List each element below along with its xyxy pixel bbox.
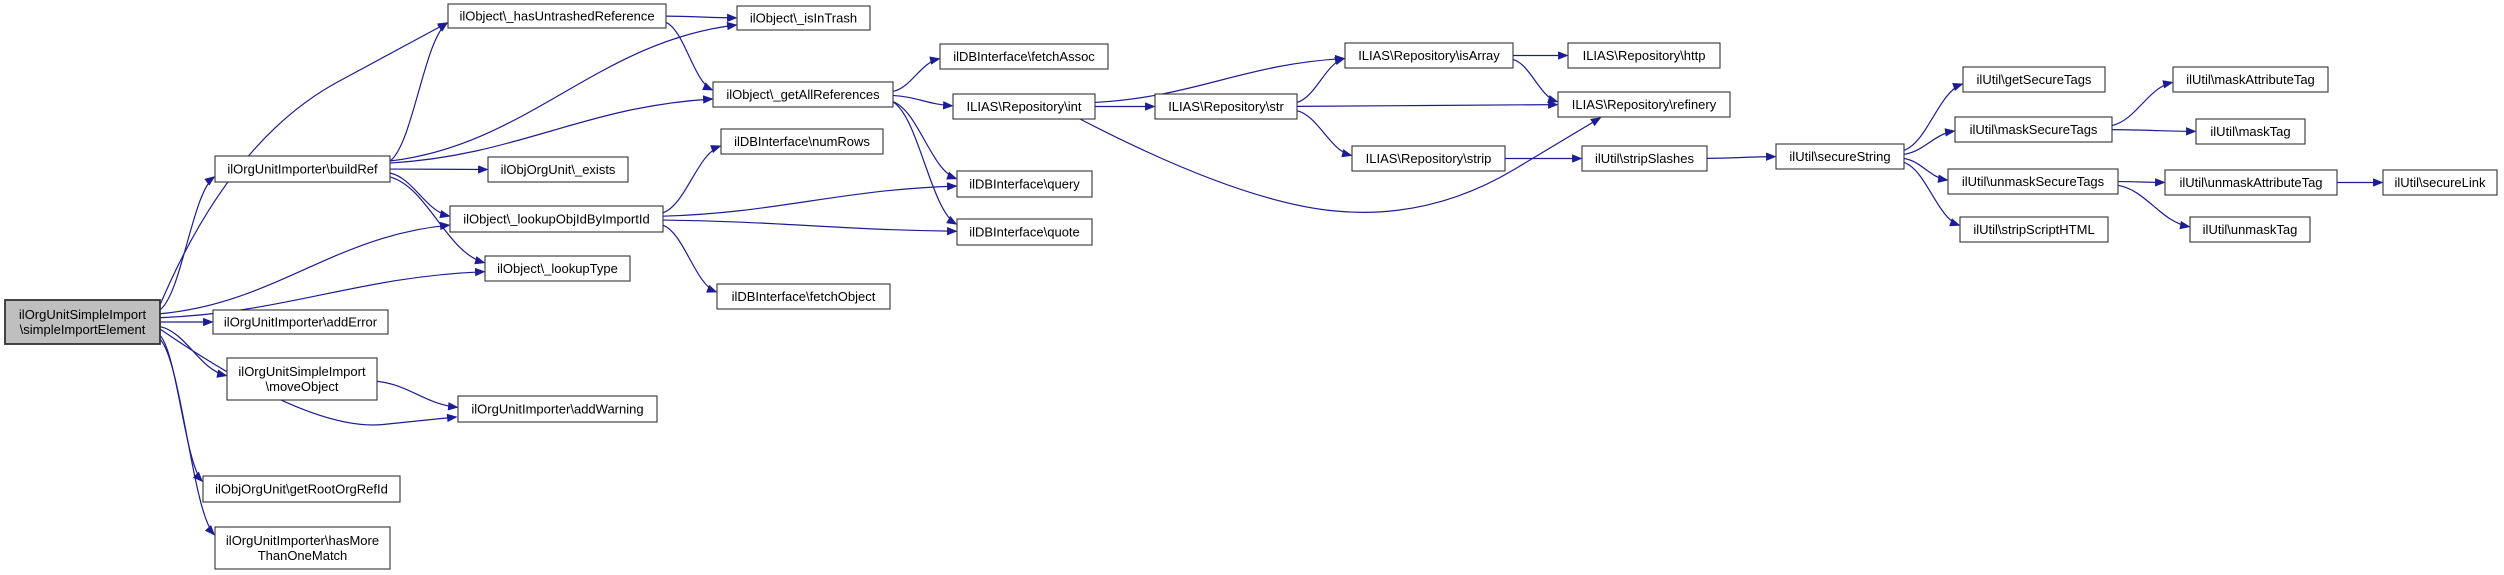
node-label: ilDBInterface\query [969,176,1080,192]
node-label: ilDBInterface\fetchAssoc [953,49,1095,64]
edge-maskSecureTags-to-maskAttributeTag [2112,83,2172,126]
node-strip[interactable] [1352,146,1505,171]
node-isArray[interactable] [1345,43,1513,68]
node-label: ilDBInterface\numRows [734,134,870,149]
edge-repoInt-to-refinery [1080,118,1600,212]
edge-lookupObjIdByImportId-to-query [663,186,956,216]
node-numRows[interactable] [721,129,883,154]
edge-getAllReferences-to-repoInt [893,95,952,105]
node-http[interactable] [1568,43,1720,68]
node-query[interactable] [957,171,1092,197]
edge-moveObject-to-addWarning [377,381,457,407]
node-label: ilUtil\maskTag [2210,124,2291,139]
node-label: ilOrgUnitSimpleImport \simpleImportElement [18,307,147,337]
node-label: ilUtil\secureLink [2394,175,2486,190]
node-label: ILIAS\Repository\strip [1365,151,1492,166]
node-label: ilUtil\secureString [1789,149,1891,164]
node-label: ilObjOrgUnit\_exists [500,162,616,177]
edge-repoStr-to-strip [1297,111,1351,156]
node-label: ilUtil\stripScriptHTML [1973,222,2095,237]
node-stripScriptHTML[interactable] [1960,217,2108,242]
node-label: ilDBInterface\fetchObject [731,289,876,304]
node-label: ilObject\_isInTrash [749,10,858,26]
node-getSecureTags[interactable] [1963,67,2105,92]
node-repoInt[interactable] [953,94,1095,119]
node-fetchAssoc[interactable] [940,44,1108,69]
node-isInTrash[interactable] [737,6,870,30]
node-label: ilUtil\stripSlashes [1595,151,1694,166]
node-label: ILIAS\Repository\http [1582,48,1706,63]
edge-secureString-to-unmaskSecureTags [1904,159,1947,181]
node-getAllReferences[interactable] [713,82,893,107]
node-label: ilOrgUnitImporter\addError [223,314,378,330]
node-maskSecureTags[interactable] [1955,117,2112,142]
node-label: ILIAS\Repository\int [966,99,1082,114]
edge-root-to-hasMoreThanOneMatch [160,339,214,534]
edge-root-to-buildRef [160,177,214,310]
edge-getAllReferences-to-quote [893,102,956,224]
node-label: ilUtil\maskAttributeTag [2186,72,2315,87]
node-maskTag[interactable] [2196,119,2305,144]
node-fetchObject[interactable] [717,284,890,309]
node-label: ilObject\_lookupObjIdByImportId [463,211,650,227]
edge-repoStr-to-refinery [1297,105,1557,107]
node-secureLink[interactable] [2383,170,2497,195]
node-maskAttributeTag[interactable] [2173,67,2328,92]
node-label: ilObject\_getAllReferences [726,87,880,102]
node-getRootOrgRefId[interactable] [203,476,400,502]
edge-buildRef-to-hasUntrashedReference [390,23,447,161]
edge-getAllReferences-to-query [893,102,956,179]
edge-buildRef-to-getAllReferences [390,99,712,163]
nodes-layer [5,4,2497,569]
edge-buildRef-to-lookupObjIdByImportId [390,173,449,216]
node-unmaskTag[interactable] [2190,217,2310,242]
node-root [5,300,160,344]
edge-hasUntrashedReference-to-isInTrash [666,16,736,18]
node-lookupType[interactable] [485,256,630,281]
node-refinery[interactable] [1558,92,1730,117]
node-label: ILIAS\Repository\str [1168,99,1284,114]
node-buildRef[interactable] [215,156,390,182]
node-stripSlashes[interactable] [1582,146,1707,171]
edge-lookupObjIdByImportId-to-quote [663,220,956,231]
node-addError[interactable] [213,310,388,334]
edge-root-to-lookupObjIdByImportId [160,225,449,314]
edge-lookupObjIdByImportId-to-numRows [663,146,720,213]
node-repoStr[interactable] [1155,94,1297,119]
node-addWarning[interactable] [458,396,657,422]
edge-secureString-to-maskSecureTags [1904,131,1954,154]
edge-getAllReferences-to-fetchAssoc [893,59,939,92]
node-hasUntrashedReference[interactable] [448,4,666,28]
node-label: ilOrgUnitImporter\buildRef [227,161,378,177]
node-label: ilOrgUnitSimpleImport \moveObject [238,364,366,394]
edge-stripSlashes-to-secureString [1707,157,1775,159]
node-label: ilObjOrgUnit\getRootOrgRefId [215,481,388,497]
node-unmaskAttributeTag[interactable] [2165,170,2337,195]
edge-hasUntrashedReference-to-getAllReferences [666,22,712,90]
node-moveObject[interactable] [227,358,377,400]
edge-maskSecureTags-to-maskTag [2112,130,2195,132]
edge-unmaskSecureTags-to-unmaskAttributeTag [2118,182,2164,183]
node-label: ilUtil\maskSecureTags [1969,122,2098,137]
node-label: ilUtil\getSecureTags [1976,72,2092,87]
node-label: ilOrgUnitImporter\hasMore ThanOneMatch [225,533,380,563]
edge-repoStr-to-isArray [1297,59,1344,103]
node-label: ilObject\_lookupType [497,261,618,276]
node-label: ilUtil\unmaskAttributeTag [2179,175,2323,190]
node-label: ilUtil\unmaskSecureTags [1961,174,2105,189]
node-label: ilDBInterface\quote [969,224,1080,240]
edge-lookupObjIdByImportId-to-fetchObject [663,225,716,292]
node-label: ILIAS\Repository\refinery [1571,97,1717,112]
node-unmaskSecureTags[interactable] [1948,169,2118,194]
node-label: ilOrgUnitImporter\addWarning [471,401,644,417]
node-exists[interactable] [488,157,628,182]
node-lookupObjIdByImportId[interactable] [450,206,663,232]
node-hasMoreThanOneMatch[interactable] [215,527,390,569]
node-secureString[interactable] [1776,144,1904,169]
node-label: ilUtil\unmaskTag [2202,222,2298,237]
node-quote[interactable] [957,219,1092,245]
edge-isArray-to-refinery [1513,59,1557,101]
node-label: ILIAS\Repository\isArray [1358,48,1500,63]
node-label: ilObject\_hasUntrashedReference [459,8,655,24]
